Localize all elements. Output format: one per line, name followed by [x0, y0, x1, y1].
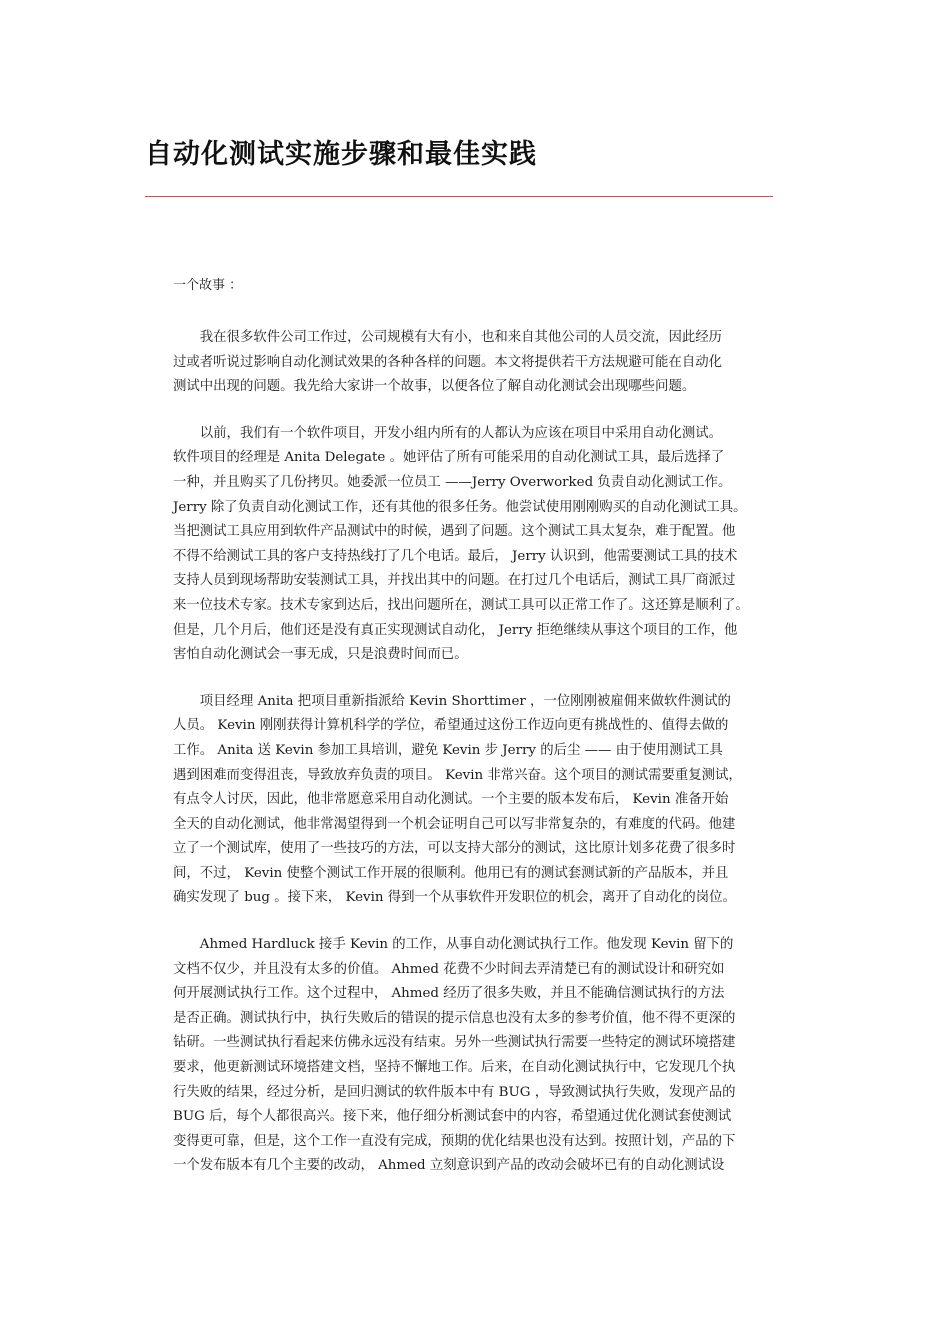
- paragraph-line: 要求，他更新测试环境搭建文档，坚持不懈地工作。后来，在自动化测试执行中，它发现几个执: [173, 1060, 736, 1076]
- title-divider: [145, 196, 773, 197]
- paragraph-line: 人员。 Kevin 刚刚获得计算机科学的学位，希望通过这份工作迈向更有挑战性的、值得去做的: [173, 718, 729, 734]
- paragraph-line: 支持人员到现场帮助安装测试工具，并找出其中的问题。在打过几个电话后，测试工具厂商派过: [173, 573, 736, 589]
- paragraph-line: 确实发现了 bug 。接下来， Kevin 得到一个从事软件开发职位的机会，离开了自动化的岗位。: [173, 890, 736, 906]
- spacer: [173, 668, 793, 690]
- paragraph-2: [173, 422, 793, 668]
- paragraph-line: 变得更可靠，但是，这个工作一直没有完成，预期的优化结果也没有达到。按照计划，产品的下: [173, 1133, 736, 1149]
- paragraph-line: 不得不给测试工具的客户支持热线打了几个电话。最后， Jerry 认识到，他需要测试工具的技术: [173, 548, 738, 564]
- paragraph-3: [173, 690, 793, 911]
- paragraph-line: 行失败的结果，经过分析，是回归测试的软件版本中有 BUG ，导致测试执行失败，发现产品的: [173, 1084, 736, 1100]
- section-heading: 一个故事 ：: [173, 278, 243, 293]
- paragraph-line: 间，不过， Kevin 使整个测试工作开展的很顺利。他用已有的测试套测试新的产品版本，并且: [173, 865, 729, 881]
- paragraph-line: 有点令人讨厌，因此，他非常愿意采用自动化测试。一个主要的版本发布后， Kevin 准备开始: [173, 792, 729, 808]
- paragraph-line: 来一位技术专家。技术专家到达后，找出问题所在，测试工具可以正常工作了。这还算是顺利了。: [173, 597, 749, 613]
- spacer: [173, 911, 793, 933]
- paragraph-line: 测试中出现的问题。我先给大家讲一个故事，以便各位了解自动化测试会出现哪些问题。: [173, 379, 696, 395]
- paragraph-line: 一个发布版本有几个主要的改动， Ahmed 立刻意识到产品的改动会破坏已有的自动化测试设: [173, 1158, 725, 1174]
- paragraph-line: 遇到困难而变得沮丧，导致放弃负责的项目。 Kevin 非常兴奋。这个项目的测试需要重复测试，: [173, 767, 742, 783]
- paragraph-line: 立了一个测试库，使用了一些技巧的方法，可以支持大部分的测试，这比原计划多花费了很多时: [173, 841, 736, 857]
- paragraph-line: 软件项目的经理是 Anita Delegate 。她评估了所有可能采用的自动化测试工具，最后选择了: [173, 450, 725, 466]
- paragraph-line: 工作。 Anita 送 Kevin 参加工具培训，避免 Kevin 步 Jerry 的后尘 —— 由于使用测试工具: [173, 742, 723, 758]
- paragraph-line: 钻研。一些测试执行看起来仿佛永远没有结束。另外一些测试执行需要一些特定的测试环境搭建: [173, 1035, 736, 1051]
- paragraph-line: 全天的自动化测试，他非常渴望得到一个机会证明自己可以写非常复杂的，有难度的代码。他建: [173, 816, 736, 832]
- paragraph-line: 但是，几个月后，他们还是没有真正实现测试自动化， Jerry 拒绝继续从事这个项目的工作，他: [173, 622, 738, 638]
- paragraph-line: 以前，我们有一个软件项目，开发小组内所有的人都认为应该在项目中采用自动化测试。: [173, 425, 723, 441]
- paragraph-line: 过或者听说过影响自动化测试效果的各种各样的问题。本文将提供若干方法规避可能在自动化: [173, 354, 723, 370]
- paragraph-line: 我在很多软件公司工作过，公司规模有大有小，也和来自其他公司的人员交流，因此经历: [173, 330, 723, 345]
- document-title: 自动化测试实施步骤和最佳实践: [145, 139, 537, 170]
- paragraph-line: 一种，并且购买了几份拷贝。她委派一位员工 ——Jerry Overworked 负责自动化测试工作。: [173, 474, 732, 490]
- paragraph-line: 文档不仅少，并且没有太多的价值。 Ahmed 花费不少时间去弄清楚已有的测试设计和研究如: [173, 961, 725, 977]
- spacer: [173, 298, 793, 326]
- spacer: [173, 400, 793, 422]
- paragraph-line: 何开展测试执行工作。这个过程中， Ahmed 经历了很多失败，并且不能确信测试执行的方法: [173, 986, 725, 1002]
- paragraph-1: [173, 326, 793, 400]
- paragraph-4: [173, 933, 793, 1179]
- paragraph-line: 害怕自动化测试会一事无成，只是浪费时间而已。: [173, 647, 468, 663]
- paragraph-line: 项目经理 Anita 把项目重新指派给 Kevin Shorttimer ，一位刚刚被雇佣来做软件测试的: [173, 693, 731, 709]
- paragraph-line: Ahmed Hardluck 接手 Kevin 的工作，从事自动化测试执行工作。他发现 Kevin 留下的: [173, 937, 734, 953]
- paragraph-line: BUG 后，每个人都很高兴。接下来，他仔细分析测试套中的内容，希望通过优化测试套使测试: [173, 1109, 732, 1125]
- paragraph-line: 当把测试工具应用到软件产品测试中的时候，遇到了问题。这个测试工具太复杂，难于配置。他: [173, 524, 736, 540]
- paragraph-line: Jerry 除了负责自动化测试工作，还有其他的很多任务。他尝试使用刚刚购买的自动化测试工具。: [173, 499, 747, 515]
- document-body: [173, 274, 793, 1179]
- paragraph-line: 是否正确。测试执行中，执行失败后的错误的提示信息也没有太多的参考价值，他不得不更深的: [173, 1010, 736, 1026]
